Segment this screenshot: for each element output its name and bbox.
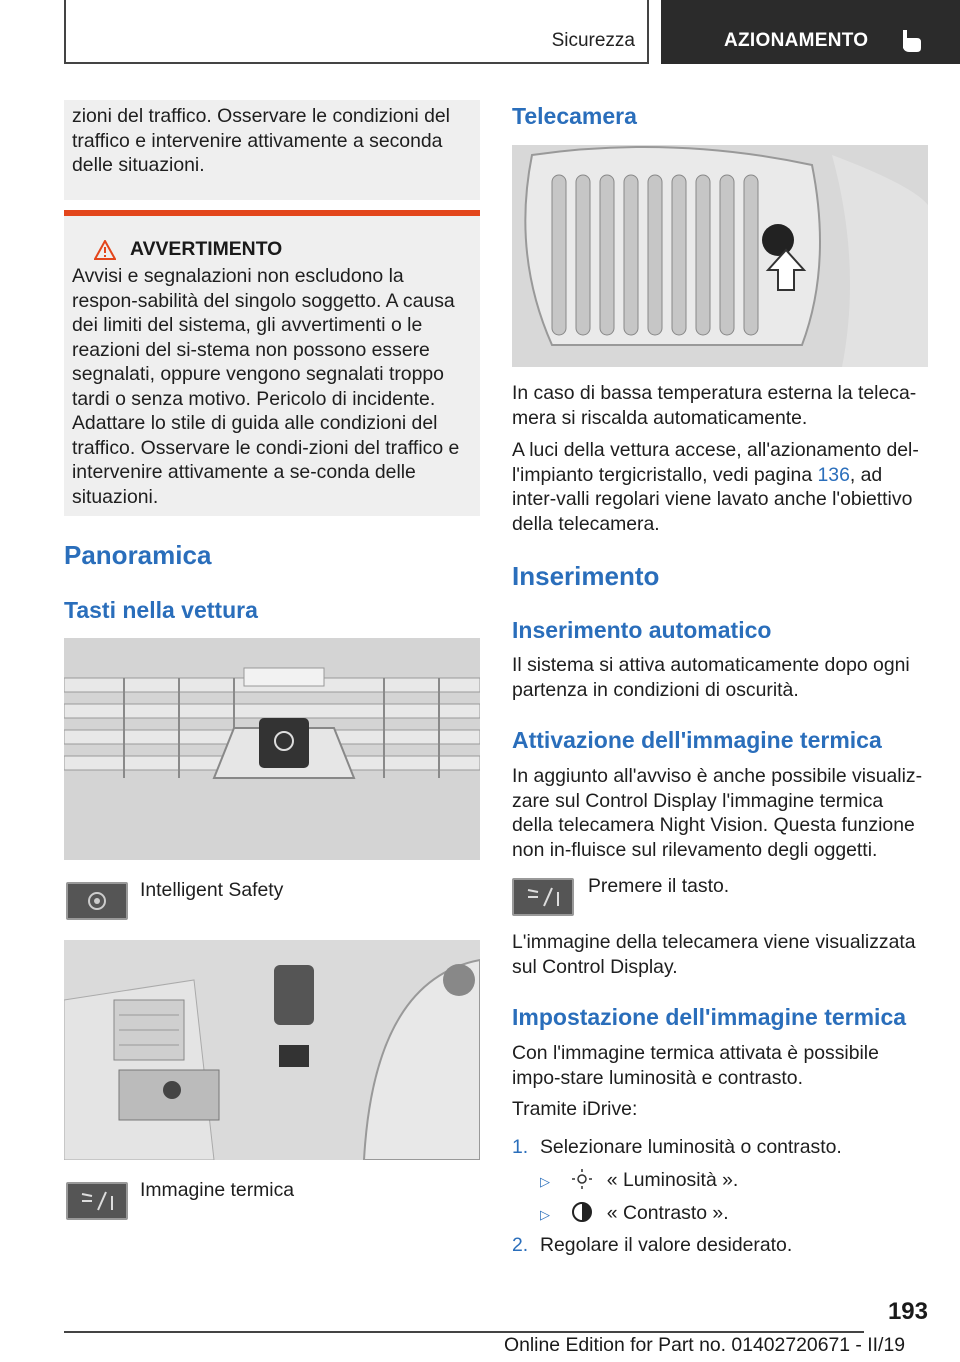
continued-note-box xyxy=(64,100,480,200)
night-vision-icon xyxy=(68,1184,126,1218)
substep-contrast xyxy=(540,1201,729,1228)
step-1-text: Selezionare luminosità o contrasto. xyxy=(540,1136,842,1158)
thermal-image-key xyxy=(66,1182,128,1220)
settings-paragraph: Con l'immagine termica attivata è possibile impo-stare luminosità e contrasto. xyxy=(512,1042,879,1089)
header-chapter-title: AZIONAMENTO xyxy=(724,30,869,51)
page-number: 193 xyxy=(887,1298,928,1325)
intelligent-safety-key xyxy=(66,882,128,920)
thermal-image-key-small xyxy=(512,878,574,916)
step-1-number: 1. xyxy=(512,1136,529,1158)
intelligent-safety-icon xyxy=(68,884,126,918)
idrive-label: Tramite iDrive: xyxy=(512,1098,638,1120)
camera-grille-image xyxy=(512,145,928,367)
camera-p2-text: A luci della vettura accese, all'azionamento del-l'impianto tergicristallo, vedi pagina xyxy=(512,439,919,486)
heading-panoramica: Panoramica xyxy=(64,540,212,570)
substep-contrast-text: « Contrasto ». xyxy=(606,1202,729,1224)
warning-title: AVVERTIMENTO xyxy=(130,238,283,260)
display-paragraph: L'immagine della telecamera viene visualizzata sul Control Display. xyxy=(512,931,916,978)
grille-key-image xyxy=(64,638,480,860)
contrast-icon xyxy=(571,1201,593,1223)
cockpit-key-image xyxy=(64,940,480,1160)
page-link-136[interactable]: 136 xyxy=(817,463,850,486)
step-2-text: Regolare il valore desiderato. xyxy=(540,1234,793,1256)
header-chapter-tab xyxy=(661,0,960,64)
camera-p2-text-after: , ad inter-valli regolari viene lavato anche l'obiettivo della telecamera. xyxy=(512,463,913,535)
heading-telecamera: Telecamera xyxy=(512,103,637,129)
camera-paragraph-2 xyxy=(512,438,928,536)
bullet-triangle-icon: ▷ xyxy=(540,1174,550,1189)
step-1 xyxy=(512,1135,842,1160)
night-vision-icon xyxy=(514,880,572,914)
pointing-hand-icon xyxy=(897,26,925,54)
header-section-tab xyxy=(64,0,649,64)
activate-paragraph: In aggiunto all'avviso è anche possibile visualiz-zare sul Control Display l'immagine termica della telecamera Night Vision. Questa funzione non in-fluisce sul rilevamento degli oggetti. xyxy=(512,765,923,861)
brightness-icon xyxy=(571,1168,593,1190)
subheading-attivazione: Attivazione dell'immagine termica xyxy=(512,727,882,753)
warning-header xyxy=(94,238,472,261)
step-2-number: 2. xyxy=(512,1234,529,1256)
press-key-text: Premere il tasto. xyxy=(588,875,730,897)
header-section-title: Sicurezza xyxy=(551,30,635,51)
footer-divider xyxy=(64,1331,864,1333)
continued-text: zioni del traffico. Osservare le condizioni del traffico e intervenire attivamente a seconda delle situazioni. xyxy=(72,105,450,176)
warning-triangle-icon xyxy=(94,240,116,260)
subheading-inserimento-automatico: Inserimento automatico xyxy=(512,617,772,643)
warning-body: Avvisi e segnalazioni non escludono la respon-sabilità del singolo soggetto. A causa dei limiti del sistema, gli avvertimenti o le reazioni del si-stema non possono essere segnalati, oppure vengono segnalati troppo tardi o senza motivo. Pericolo di incidente. Adattare lo stile di guida alle condizioni del traffico. Osservare le condi-zioni del traffico e intervenire attivamente a se-conda delle situazioni. xyxy=(72,265,460,508)
footer-edition: Online Edition for Part no. 01402720671 - II/19 xyxy=(504,1334,906,1356)
key-label-intelligent-safety: Intelligent Safety xyxy=(140,879,284,901)
substep-brightness-text: « Luminosità ». xyxy=(606,1169,739,1191)
step-2 xyxy=(512,1233,792,1258)
heading-inserimento: Inserimento xyxy=(512,561,660,591)
camera-paragraph-1: In caso di bassa temperatura esterna la teleca-mera si riscalda automaticamente. xyxy=(512,382,917,429)
substep-brightness xyxy=(540,1168,738,1195)
auto-paragraph: Il sistema si attiva automaticamente dopo ogni partenza in condizioni di oscurità. xyxy=(512,654,910,701)
subheading-impostazione: Impostazione dell'immagine termica xyxy=(512,1004,907,1030)
subheading-tasti: Tasti nella vettura xyxy=(64,597,258,623)
warning-box xyxy=(64,210,480,516)
key-label-thermal-image: Immagine termica xyxy=(140,1179,295,1201)
bullet-triangle-icon: ▷ xyxy=(540,1207,550,1222)
